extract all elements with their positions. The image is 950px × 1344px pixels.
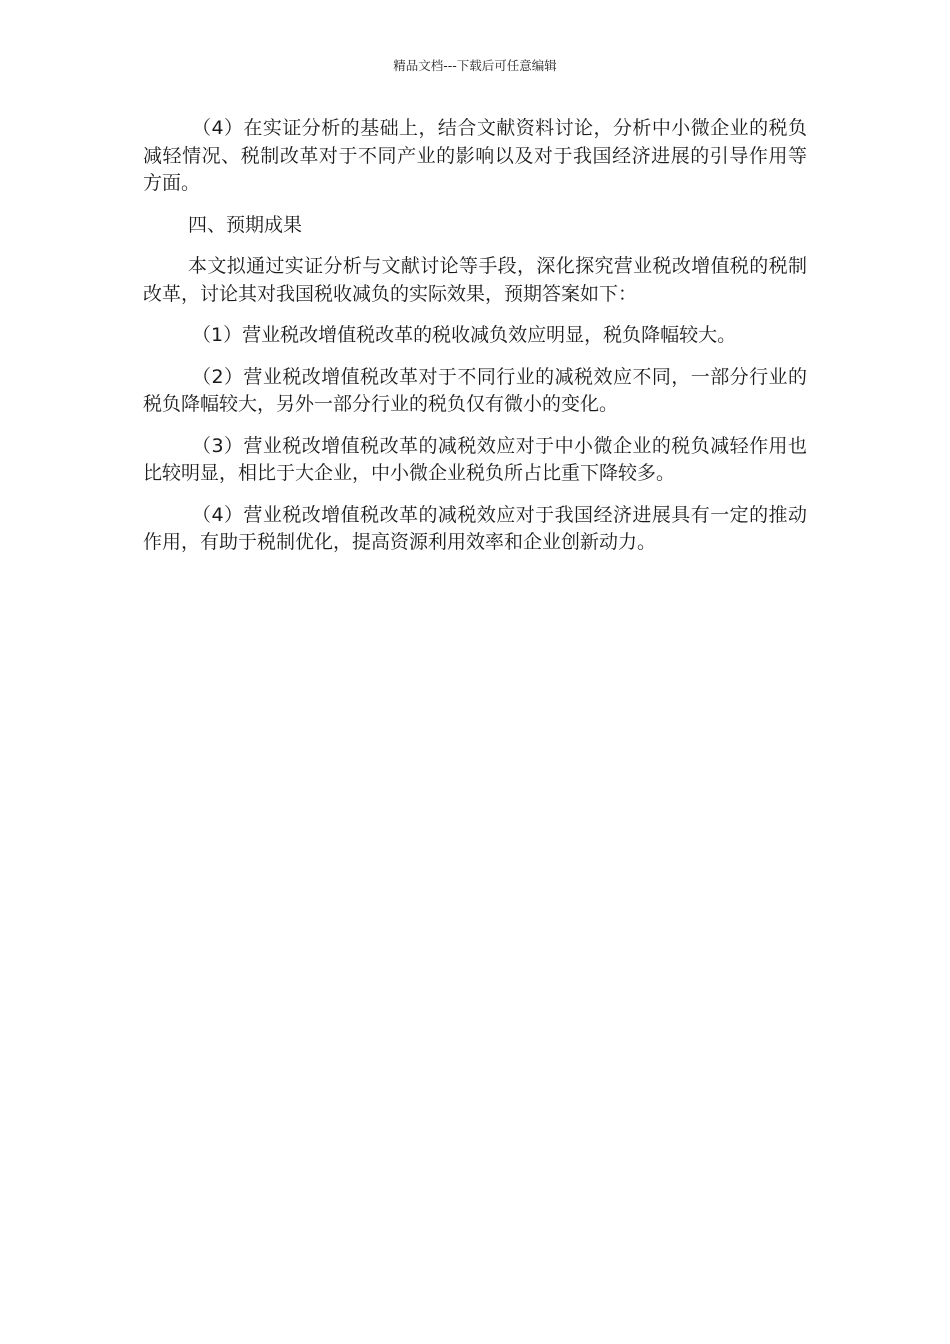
paragraph-result-2: （2）营业税改增值税改革对于不同行业的减税效应不同，一部分行业的税负降幅较大，另外一部分行业的税负仅有微小的变化。	[143, 365, 807, 415]
document-body	[143, 115, 807, 571]
paragraph-method-4: （4）在实证分析的基础上，结合文献资料讨论，分析中小微企业的税负减轻情况、税制改革对于不同产业的影响以及对于我国经济进展的引导作用等方面。	[143, 117, 807, 194]
paragraph-result-4: （4）营业税改增值税改革的减税效应对于我国经济进展具有一定的推动作用，有助于税制优化，提高资源利用效率和企业创新动力。	[143, 503, 807, 553]
section-heading-expected-results: 四、预期成果	[188, 213, 303, 236]
paragraph-result-3: （3）营业税改增值税改革的减税效应对于中小微企业的税负减轻作用也比较明显，相比于大企业，中小微企业税负所占比重下降较多。	[143, 434, 807, 484]
paragraph-intro: 本文拟通过实证分析与文献讨论等手段，深化探究营业税改增值税的税制改革，讨论其对我国税收减负的实际效果，预期答案如下：	[143, 255, 807, 305]
page-header: 精品文档---下载后可任意编辑	[393, 58, 557, 73]
paragraph-result-1: （1）营业税改增值税改革的税收减负效应明显，税负降幅较大。	[192, 324, 737, 346]
